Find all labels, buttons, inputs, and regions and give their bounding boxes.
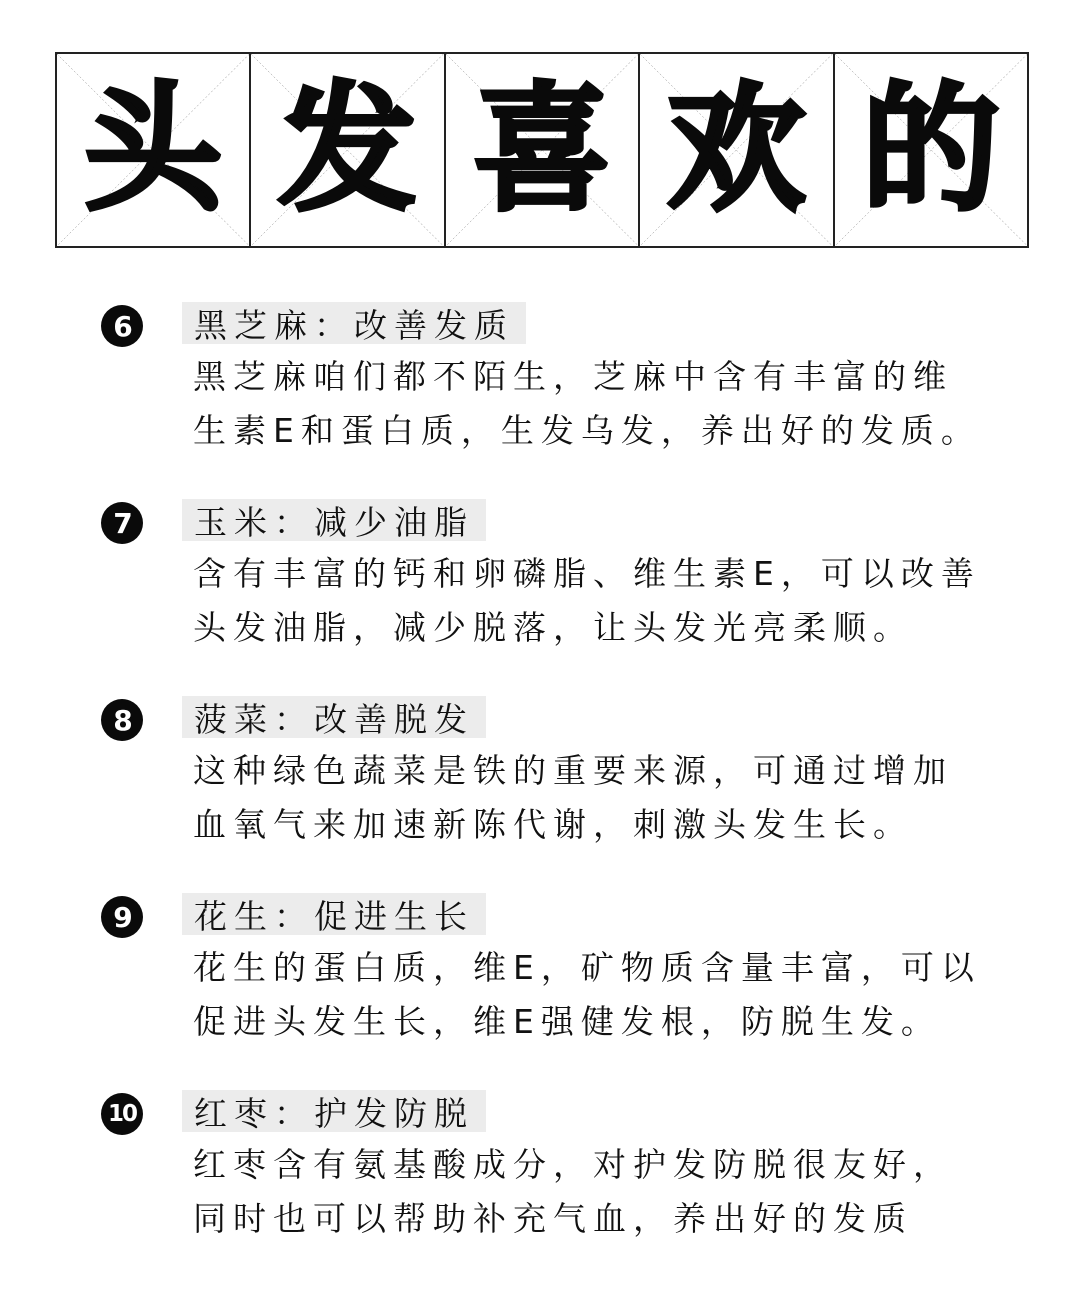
item-description [193, 350, 993, 458]
title-char: 欢 [667, 69, 806, 230]
number-badge: 6 [101, 305, 143, 347]
item-heading: 玉米：减少油脂 [182, 499, 486, 541]
description-line: 花生的蛋白质，维E，矿物质含量丰富，可以 [193, 948, 981, 987]
food-list [0, 298, 1080, 1283]
list-item [0, 298, 1080, 495]
description-line: 含有丰富的钙和卵磷脂、维生素E，可以改善 [193, 554, 981, 593]
description-line: 头发油脂，减少脱落，让头发光亮柔顺。 [193, 608, 913, 647]
description-line: 这种绿色蔬菜是铁的重要来源，可通过增加 [193, 751, 953, 790]
number-badge: 9 [101, 896, 143, 938]
item-heading: 红枣：护发防脱 [182, 1090, 486, 1132]
description-line: 血氧气来加速新陈代谢，刺激头发生长。 [193, 805, 913, 844]
description-line: 红枣含有氨基酸成分，对护发防脱很友好， [193, 1145, 953, 1184]
item-heading: 花生：促进生长 [182, 893, 486, 935]
title-char: 头 [84, 69, 223, 230]
description-line: 促进头发生长，维E强健发根，防脱生发。 [193, 1002, 941, 1041]
title-char: 喜 [473, 69, 612, 230]
item-heading: 黑芝麻：改善发质 [182, 302, 526, 344]
description-line: 黑芝麻咱们都不陌生，芝麻中含有丰富的维 [193, 357, 953, 396]
item-description [193, 547, 993, 655]
number-badge: 10 [101, 1093, 143, 1135]
title-cell [446, 54, 640, 246]
title-cell [835, 54, 1027, 246]
item-description [193, 941, 993, 1049]
title-grid [55, 52, 1029, 248]
item-description [193, 1138, 993, 1246]
item-description [193, 744, 993, 852]
number-badge: 8 [101, 699, 143, 741]
title-cell [57, 54, 251, 246]
item-heading: 菠菜：改善脱发 [182, 696, 486, 738]
list-item [0, 1086, 1080, 1283]
description-line: 生素E和蛋白质，生发乌发，养出好的发质。 [193, 411, 981, 450]
title-cell [251, 54, 445, 246]
title-cell [640, 54, 834, 246]
list-item [0, 889, 1080, 1086]
title-char: 的 [861, 69, 1000, 230]
title-char: 发 [278, 69, 417, 230]
number-badge: 7 [101, 502, 143, 544]
list-item [0, 692, 1080, 889]
list-item [0, 495, 1080, 692]
description-line: 同时也可以帮助补充气血，养出好的发质 [193, 1199, 913, 1238]
